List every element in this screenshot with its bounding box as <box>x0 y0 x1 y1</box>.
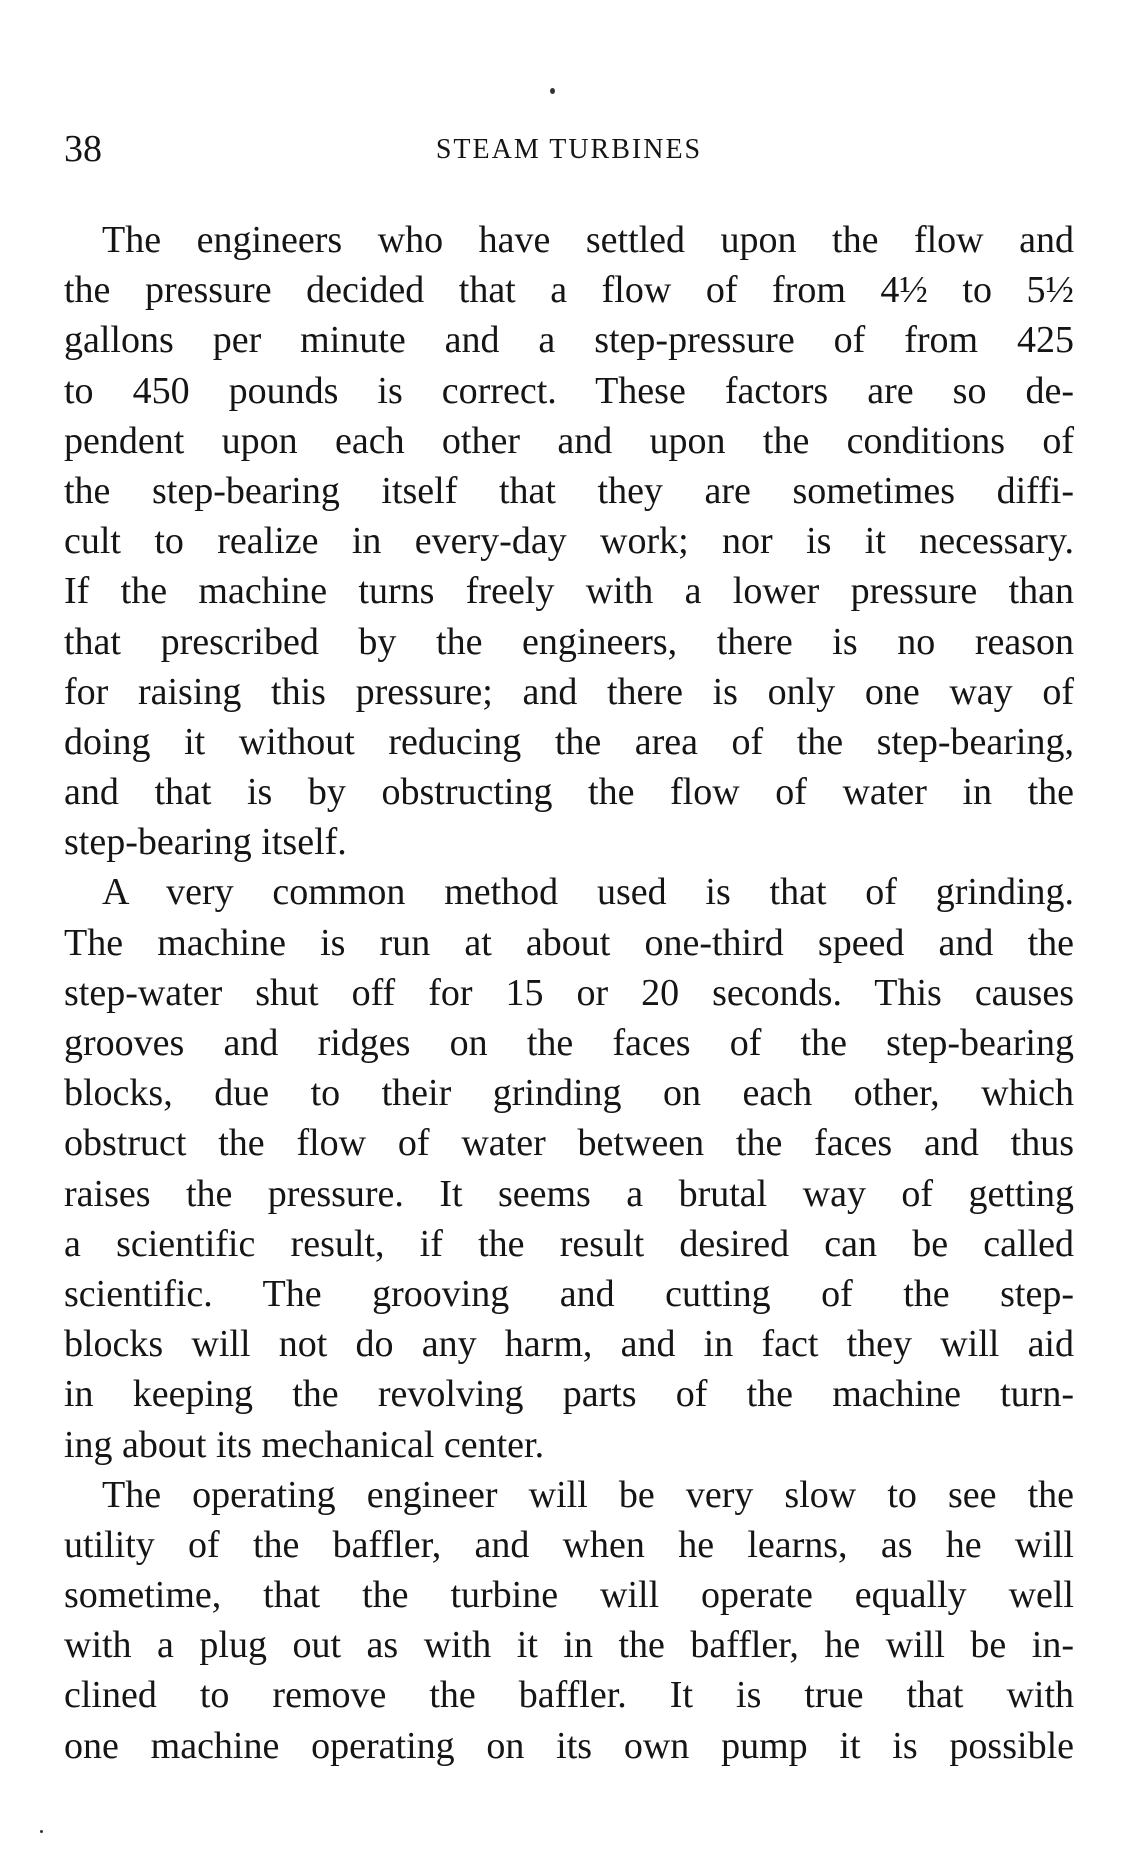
text-line: obstruct the flow of water between the faces and thus <box>64 1122 1074 1165</box>
text-line: blocks will not do any harm, and in fact they will aid <box>64 1323 1074 1366</box>
text-line: doing it without reducing the area of the step-bearing, <box>64 720 1074 763</box>
text-line: gallons per minute and a step-pressure of from 425 <box>64 319 1074 362</box>
text-line: A very common method used is that of grinding. <box>102 871 1074 914</box>
page-number: 38 <box>64 128 102 170</box>
text-line: clined to remove the baffler. It is true that with <box>64 1674 1074 1717</box>
text-line: cult to realize in every-day work; nor is it necessary. <box>64 520 1074 563</box>
ink-speck <box>550 88 555 94</box>
text-line: scientific. The grooving and cutting of the step- <box>64 1272 1074 1315</box>
text-line: step-bearing itself. <box>64 821 347 864</box>
text-line: the step-bearing itself that they are sometimes diffi- <box>64 469 1074 512</box>
text-line: that prescribed by the engineers, there is no reason <box>64 620 1074 663</box>
text-line: blocks, due to their grinding on each other, which <box>64 1072 1074 1115</box>
body-text <box>64 215 1074 1771</box>
text-line: one machine operating on its own pump it is possible <box>64 1724 1074 1767</box>
text-line: and that is by obstructing the flow of water in the <box>64 771 1074 814</box>
ink-speck <box>40 1830 43 1833</box>
text-line: grooves and ridges on the faces of the step-bearing <box>64 1022 1074 1064</box>
text-line: The machine is run at about one-third speed and the <box>64 921 1074 964</box>
text-line: If the machine turns freely with a lower pressure than <box>64 570 1074 613</box>
text-line: step-water shut off for 15 or 20 seconds. This causes <box>64 971 1074 1014</box>
text-line: the pressure decided that a flow of from 4½ to 5½ <box>64 269 1074 312</box>
text-line: The engineers who have settled upon the flow and <box>102 219 1074 261</box>
text-line: for raising this pressure; and there is only one way of <box>64 670 1074 713</box>
text-line: utility of the baffler, and when he learns, as he will <box>64 1523 1074 1566</box>
text-line: to 450 pounds is correct. These factors are so de- <box>64 369 1074 412</box>
text-line: The operating engineer will be very slow to see the <box>102 1473 1074 1516</box>
text-line: pendent upon each other and upon the conditions of <box>64 419 1074 462</box>
text-line: raises the pressure. It seems a brutal way of getting <box>64 1172 1074 1215</box>
text-line: with a plug out as with it in the baffler, he will be in- <box>64 1624 1074 1667</box>
running-head: STEAM TURBINES <box>435 134 703 165</box>
text-line: a scientific result, if the result desired can be called <box>64 1222 1074 1265</box>
text-line: ing about its mechanical center. <box>64 1423 545 1466</box>
text-line: in keeping the revolving parts of the machine turn- <box>64 1373 1074 1416</box>
page-header <box>64 126 1074 172</box>
text-line: sometime, that the turbine will operate equally well <box>64 1574 1074 1617</box>
